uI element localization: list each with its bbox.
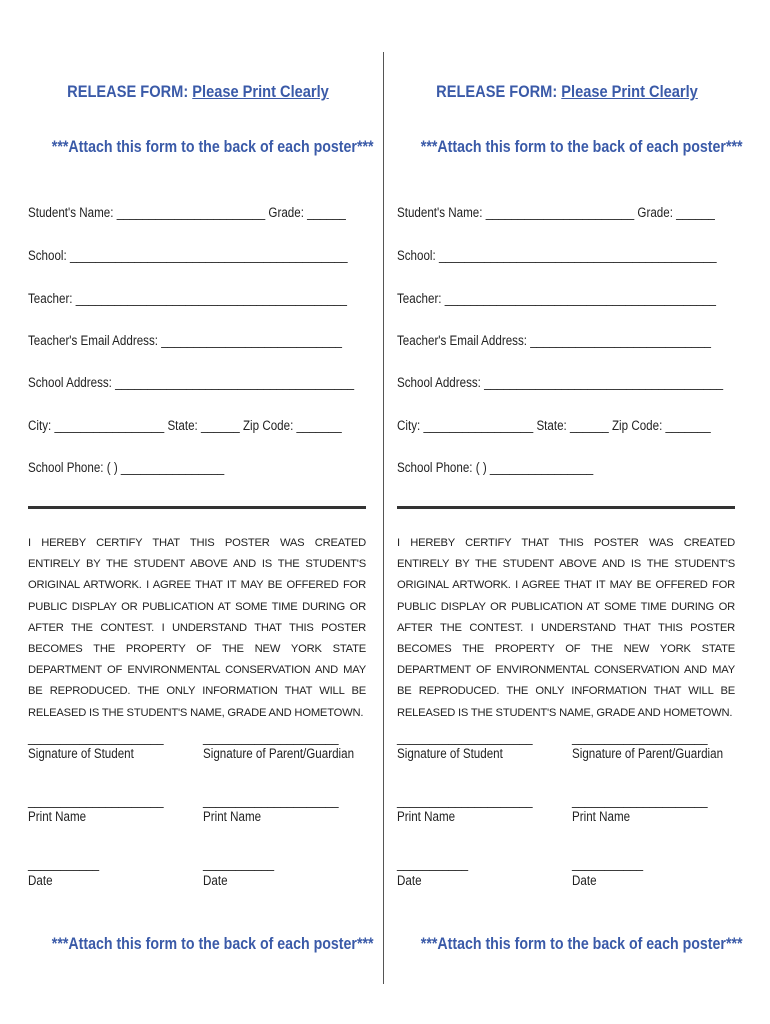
school-field[interactable]: School: ___________________________________________ (28, 248, 348, 263)
parent-signature-label: Signature of Parent/Guardian (203, 746, 355, 761)
school-phone-field[interactable]: School Phone: ( ) ________________ (28, 460, 225, 475)
parent-signature-line[interactable]: _____________________ (203, 730, 339, 745)
student-name-field[interactable]: Student's Name: _______________________ Grade: ______ (397, 205, 715, 220)
center-cut-line (383, 52, 384, 984)
teacher-email-field[interactable]: Teacher's Email Address: ____________________________ (28, 333, 343, 348)
school-phone-field[interactable]: School Phone: ( ) ________________ (397, 460, 594, 475)
teacher-field[interactable]: Teacher: __________________________________________ (28, 291, 347, 306)
parent-signature-label: Signature of Parent/Guardian (572, 746, 724, 761)
school-address-field[interactable]: School Address: _____________________________________ (28, 375, 355, 390)
attach-note-top: ***Attach this form to the back of each poster*** (420, 138, 743, 156)
student-signature-label: Signature of Student (28, 746, 134, 761)
student-print-name-line[interactable]: _____________________ (397, 793, 533, 808)
student-date-line[interactable]: ___________ (28, 856, 100, 871)
form-title: RELEASE FORM: Please Print Clearly (67, 82, 329, 101)
section-divider (397, 506, 735, 509)
student-print-name-label: Print Name (28, 809, 87, 824)
parent-date-label: Date (203, 873, 228, 888)
release-form-left (28, 0, 374, 1024)
attach-note-top: ***Attach this form to the back of each poster*** (51, 138, 374, 156)
parent-date-label: Date (572, 873, 597, 888)
student-date-line[interactable]: ___________ (397, 856, 469, 871)
student-signature-label: Signature of Student (397, 746, 503, 761)
school-address-field[interactable]: School Address: _____________________________________ (397, 375, 724, 390)
student-signature-line[interactable]: _____________________ (397, 730, 533, 745)
parent-print-name-line[interactable]: _____________________ (572, 793, 708, 808)
certification-text: I HEREBY CERTIFY THAT THIS POSTER WAS CREATED ENTIRELY BY THE STUDENT ABOVE AND IS THE STUDENT'S ORIGINAL ARTWORK. I AGREE THAT IT MAY BE OFFERED FOR PUBLIC DISPLAY OR PUBLICATION AT SOME TIME DURING OR AFTER THE CONTEST. I UNDERSTAND THAT THIS POSTER BECOMES THE PROPERTY OF THE NEW YORK STATE DEPARTMENT OF ENVIRONMENTAL CONSERVATION AND MAY BE REPRODUCED. THE ONLY INFORMATION THAT WILL BE RELEASED IS THE STUDENT'S NAME, GRADE AND HOMETOWN. (28, 537, 366, 719)
student-print-name-label: Print Name (397, 809, 456, 824)
student-print-name-line[interactable]: _____________________ (28, 793, 164, 808)
attach-note-bottom: ***Attach this form to the back of each poster*** (420, 935, 743, 953)
parent-print-name-label: Print Name (203, 809, 262, 824)
student-date-label: Date (397, 873, 422, 888)
student-date-label: Date (28, 873, 53, 888)
teacher-field[interactable]: Teacher: __________________________________________ (397, 291, 716, 306)
section-divider (28, 506, 366, 509)
attach-note-bottom: ***Attach this form to the back of each poster*** (51, 935, 374, 953)
parent-print-name-line[interactable]: _____________________ (203, 793, 339, 808)
city-state-zip-field[interactable]: City: _________________ State: ______ Zip Code: _______ (28, 418, 342, 433)
student-signature-line[interactable]: _____________________ (28, 730, 164, 745)
parent-print-name-label: Print Name (572, 809, 631, 824)
parent-signature-line[interactable]: _____________________ (572, 730, 708, 745)
release-form-right (397, 0, 743, 1024)
parent-date-line[interactable]: ___________ (572, 856, 644, 871)
school-field[interactable]: School: ___________________________________________ (397, 248, 717, 263)
student-name-field[interactable]: Student's Name: _______________________ Grade: ______ (28, 205, 346, 220)
certification-text: I HEREBY CERTIFY THAT THIS POSTER WAS CREATED ENTIRELY BY THE STUDENT ABOVE AND IS THE STUDENT'S ORIGINAL ARTWORK. I AGREE THAT IT MAY BE OFFERED FOR PUBLIC DISPLAY OR PUBLICATION AT SOME TIME DURING OR AFTER THE CONTEST. I UNDERSTAND THAT THIS POSTER BECOMES THE PROPERTY OF THE NEW YORK STATE DEPARTMENT OF ENVIRONMENTAL CONSERVATION AND MAY BE REPRODUCED. THE ONLY INFORMATION THAT WILL BE RELEASED IS THE STUDENT'S NAME, GRADE AND HOMETOWN. (397, 537, 735, 719)
form-title: RELEASE FORM: Please Print Clearly (436, 82, 698, 101)
parent-date-line[interactable]: ___________ (203, 856, 275, 871)
teacher-email-field[interactable]: Teacher's Email Address: ____________________________ (397, 333, 712, 348)
city-state-zip-field[interactable]: City: _________________ State: ______ Zip Code: _______ (397, 418, 711, 433)
